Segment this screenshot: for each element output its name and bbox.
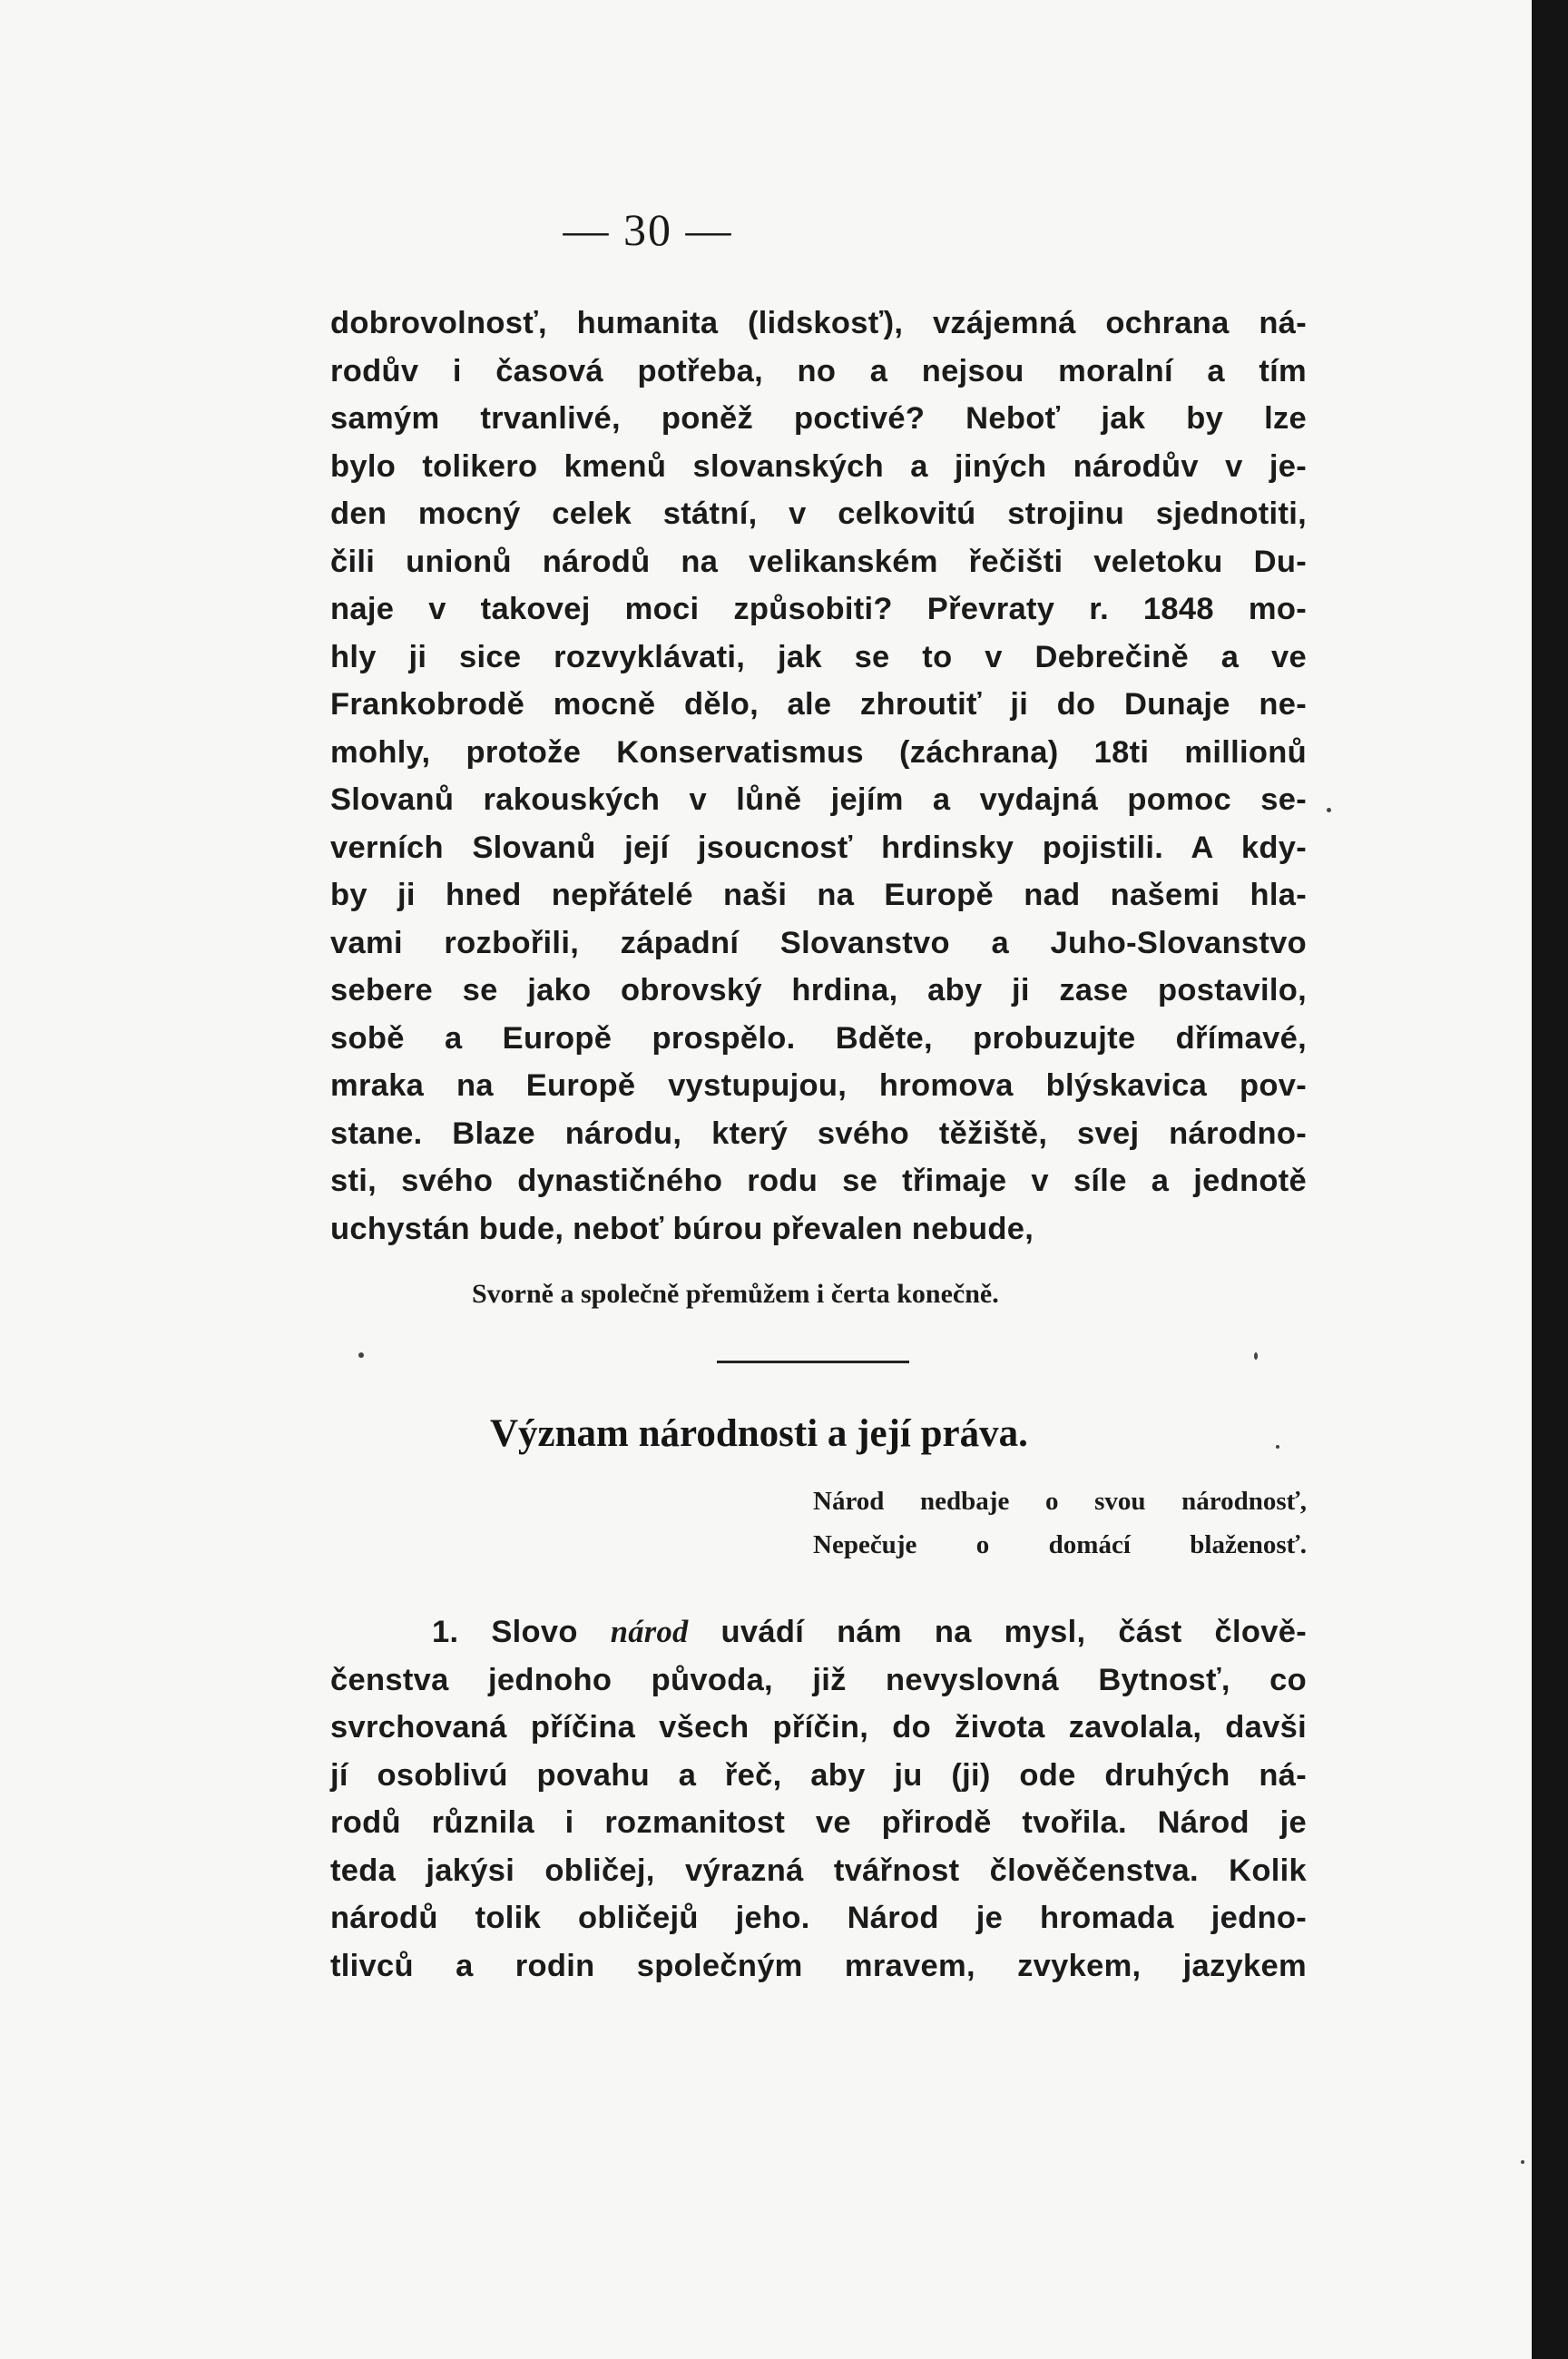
page-number: — 30 — — [563, 204, 733, 255]
text-line: verních Slovanů její jsoucnosť hrdinsky pojistili. A kdy- — [330, 830, 1307, 865]
epigraph-line: Nepečuje o domácí blaženosť. — [813, 1530, 1307, 1559]
epigraph — [813, 1479, 1307, 1567]
text-line: tlivců a rodin společným mravem, zvykem, jazykem — [330, 1948, 1307, 1983]
paragraph-continued — [330, 300, 1307, 1253]
text-line: hly ji sice rozvyklávati, jak se to v Debrečině a ve — [330, 639, 1307, 674]
scan-speck — [1276, 1445, 1279, 1449]
text-line: den mocný celek státní, v celkovitú strojinu sjednotiti, — [330, 496, 1307, 531]
text-line: samým trvanlivé, poněž poctivé? Neboť jak by lze — [330, 401, 1307, 436]
text-line: jí osoblivú povahu a řeč, aby ju (ji) ode druhých ná- — [330, 1757, 1307, 1793]
text-line: uchystán bude, neboť búrou převalen nebude, — [330, 1211, 1034, 1246]
text-line: naje v takovej moci způsobiti? Převraty r. 1848 mo- — [330, 592, 1307, 626]
italic-word: národ — [610, 1615, 689, 1649]
text-line: čenstva jednoho původa, již nevyslovná Bytnosť, co — [330, 1662, 1307, 1697]
text-line: bylo tolikero kmenů slovanských a jiných národův v je- — [330, 448, 1307, 484]
text-line: vami rozbořili, západní Slovanstvo a Juho-Slovanstvo — [330, 925, 1307, 960]
section-divider — [717, 1361, 909, 1363]
text-line: rodů různila i rozmanitost ve přirodě tvořila. Národ je — [330, 1805, 1307, 1840]
text-fragment: uvádí nám na mysl, část člově- — [720, 1615, 1308, 1649]
text-line: stane. Blaze národu, který svého těžiště, svej národno- — [330, 1116, 1307, 1151]
text-line: sti, svého dynastičného rodu se třimaje v síle a jednotě — [330, 1164, 1307, 1198]
motto: Svorně a společně přemůžem i čerta konečně. — [472, 1279, 999, 1309]
text-line: národů tolik obličejů jeho. Národ je hromada jedno- — [330, 1901, 1307, 1935]
text-fragment: Slovo — [491, 1615, 578, 1649]
epigraph-line: Národ nedbaje o svou národnosť, — [813, 1487, 1307, 1516]
text-line: rodův i časová potřeba, no a nejsou moralní a tím — [330, 353, 1307, 388]
text-line: mohly, protože Konservatismus (záchrana) 18ti millionů — [330, 734, 1307, 770]
text-line: čili unionů národů na velikanském řečišti veletoku Du- — [330, 544, 1307, 579]
text-line: dobrovolnosť, humanita (lidskosť), vzájemná ochrana ná- — [330, 306, 1307, 340]
scan-speck — [1254, 1352, 1258, 1360]
scan-speck — [1521, 2160, 1524, 2164]
text-line: svrchovaná příčina všech příčin, do života zavolala, davši — [330, 1710, 1307, 1745]
text-line: Frankobrodě mocně dělo, ale zhroutiť ji do Dunaje ne- — [330, 687, 1307, 722]
text-line: Slovanů rakouských v lůně jejím a vydajná pomoc se- — [330, 782, 1307, 817]
text-line: sebere se jako obrovský hrdina, aby ji zase postavilo, — [330, 973, 1307, 1007]
text-line-first — [330, 1608, 1307, 1656]
text-line: by ji hned nepřátelé naši na Europě nad našemi hla- — [330, 878, 1307, 912]
paragraph-number: 1. — [432, 1615, 459, 1649]
text-line: mraka na Europě vystupujou, hromova blýskavica pov- — [330, 1068, 1307, 1103]
section-heading: Význam národnosti a její práva. — [490, 1412, 1028, 1455]
scan-speck — [1327, 808, 1331, 812]
text-line: teda jakýsi obličej, výrazná tvářnost člověčenstva. Kolik — [330, 1853, 1307, 1888]
scan-speck — [358, 1352, 364, 1358]
paragraph-numbered — [330, 1608, 1307, 1990]
text-line: sobě a Europě prospělo. Bděte, probuzujte dřímavé, — [330, 1020, 1307, 1056]
